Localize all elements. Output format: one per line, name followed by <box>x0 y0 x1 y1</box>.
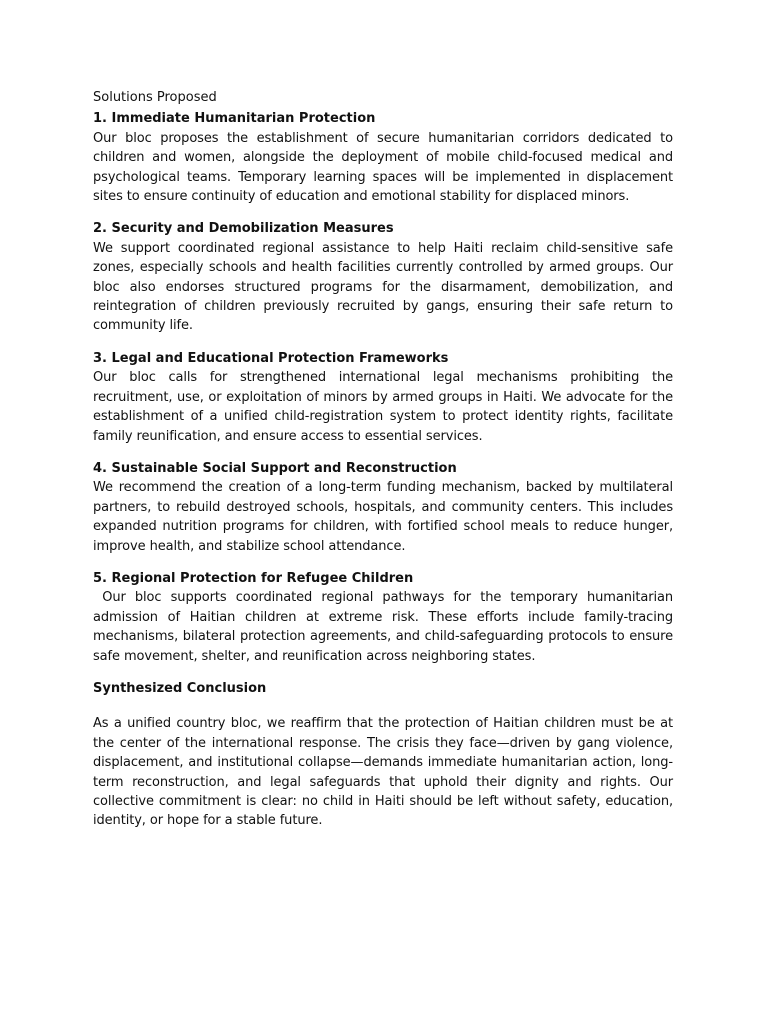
section-label: Solutions Proposed <box>93 90 217 105</box>
conclusion-body: As a unified country bloc, we reaffirm that the protection of Haitian children must be at the center of the international response. The crisis they face—driven by gang violence, displacement, and institutional collapse—demands immediate humanitarian action, long-term reconstruction, and legal safeguards that uphold their dignity and rights. Our collective commitment is clear: no child in Haiti should be left without safety, education, identity, or hope for a stable future. <box>93 716 673 829</box>
document-page <box>93 88 678 844</box>
section-body: We recommend the creation of a long-term funding mechanism, backed by multilateral partners, to rebuild destroyed schools, hospitals, and community centers. This includes expanded nutrition programs for children, with fortified school meals to reduce hunger, improve health, and stabilize school attendance. <box>93 480 673 554</box>
conclusion-heading: Synthesized Conclusion <box>93 680 267 696</box>
section-body: Our bloc calls for strengthened international legal mechanisms prohibiting the recruitment, use, or exploitation of minors by armed groups in Haiti. We advocate for the establishment of a unified child-registration system to protect identity rights, facilitate family reunification, and ensure access to essential services. <box>93 370 673 444</box>
section-heading: 2. Security and Demobilization Measures <box>93 221 394 237</box>
section-body: Our bloc proposes the establishment of secure humanitarian corridors dedicated to children and women, alongside the deployment of mobile child-focused medical and psychological teams. Temporary learning spaces will be implemented in displacement sites to ensure continuity of education and emotional stability for displaced minors. <box>93 130 673 205</box>
section-body: Our bloc supports coordinated regional pathways for the temporary humanitarian admission of Haitian children at extreme risk. These efforts include family-tracing mechanisms, bilateral protection agreements, and child-safeguarding protocols to ensure safe movement, shelter, and reunification across neighboring states. <box>93 590 678 664</box>
section-body: We support coordinated regional assistance to help Haiti reclaim child-sensitive safe zones, especially schools and health facilities currently controlled by armed groups. Our bloc also endorses structured programs for the disarmament, demobilization, and reintegration of children previously recruited by gangs, ensuring their safe return to community life. <box>93 240 673 334</box>
section-immediate-humanitarian-protection <box>93 109 673 206</box>
section-security-demobilization <box>93 219 673 335</box>
section-heading: 1. Immediate Humanitarian Protection <box>93 111 376 127</box>
section-heading: 4. Sustainable Social Support and Reconstruction <box>93 460 457 476</box>
section-sustainable-social-support <box>93 459 673 556</box>
section-heading: 3. Legal and Educational Protection Frameworks <box>93 350 449 366</box>
section-conclusion <box>93 679 673 831</box>
section-legal-educational-frameworks <box>93 349 673 446</box>
section-regional-refugee-protection <box>93 569 678 666</box>
section-heading: 5. Regional Protection for Refugee Children <box>93 570 414 586</box>
